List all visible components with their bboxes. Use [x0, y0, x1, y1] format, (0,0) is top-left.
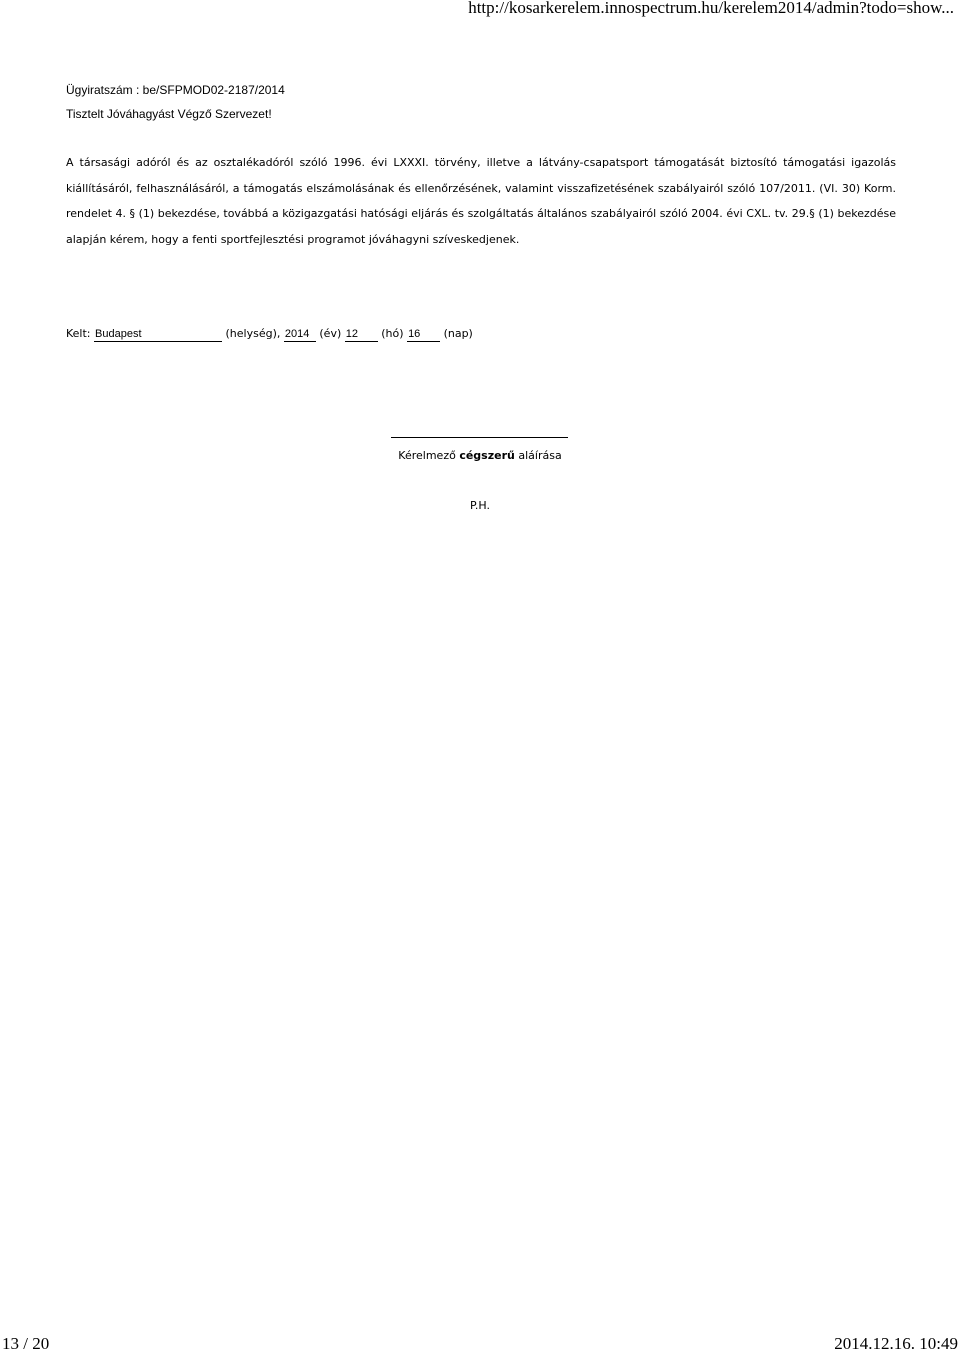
- page-number: 13 / 20: [2, 1334, 50, 1353]
- month-label: (hó): [381, 327, 404, 340]
- signature-caption-after: aláírása: [518, 449, 562, 462]
- date-line: [66, 327, 473, 342]
- year-field: 2014: [284, 328, 316, 342]
- place-label: (helység),: [225, 327, 281, 340]
- signature-caption-bold: cégszerű: [459, 449, 515, 462]
- salutation: Tisztelt Jóváhagyást Végző Szervezet!: [66, 107, 272, 121]
- stamp-mark: P.H.: [470, 499, 490, 512]
- day-label: (nap): [443, 327, 473, 340]
- signature-line: [391, 437, 568, 438]
- day-field: 16: [407, 328, 440, 342]
- case-number: Ügyiratszám : be/SFPMOD02-2187/2014: [66, 83, 285, 97]
- date-prefix: Kelt:: [66, 327, 91, 340]
- month-field: 12: [345, 328, 378, 342]
- signature-caption-before: Kérelmező: [398, 449, 456, 462]
- print-header-url: http://kosarkerelem.innospectrum.hu/kerelem2014/admin?todo=show...: [468, 0, 954, 17]
- body-paragraph: A társasági adóról és az osztalékadóról szóló 1996. évi LXXXI. törvény, illetve a látvány-csapatsport támogatását biztosító támogatási igazolás kiállításáról, felhasználásáról, a támogatás elszámolásának és ellenőrzésének, valamint visszafizetésének szabályairól szóló 107/2011. (VI. 30) Korm. rendelet 4. § (1) bekezdése, továbbá a közigazgatási hatósági eljárás és szolgáltatás általános szabályairól szóló 2004. évi CXL. tv. 29.§ (1) bekezdése alapján kérem, hogy a fenti sportfejlesztési programot jóváhagyni szíveskedjenek.: [66, 156, 896, 246]
- place-field: Budapest: [94, 328, 222, 342]
- signature-caption: [0, 449, 960, 462]
- print-timestamp: 2014.12.16. 10:49: [834, 1334, 958, 1353]
- year-label: (év): [319, 327, 342, 340]
